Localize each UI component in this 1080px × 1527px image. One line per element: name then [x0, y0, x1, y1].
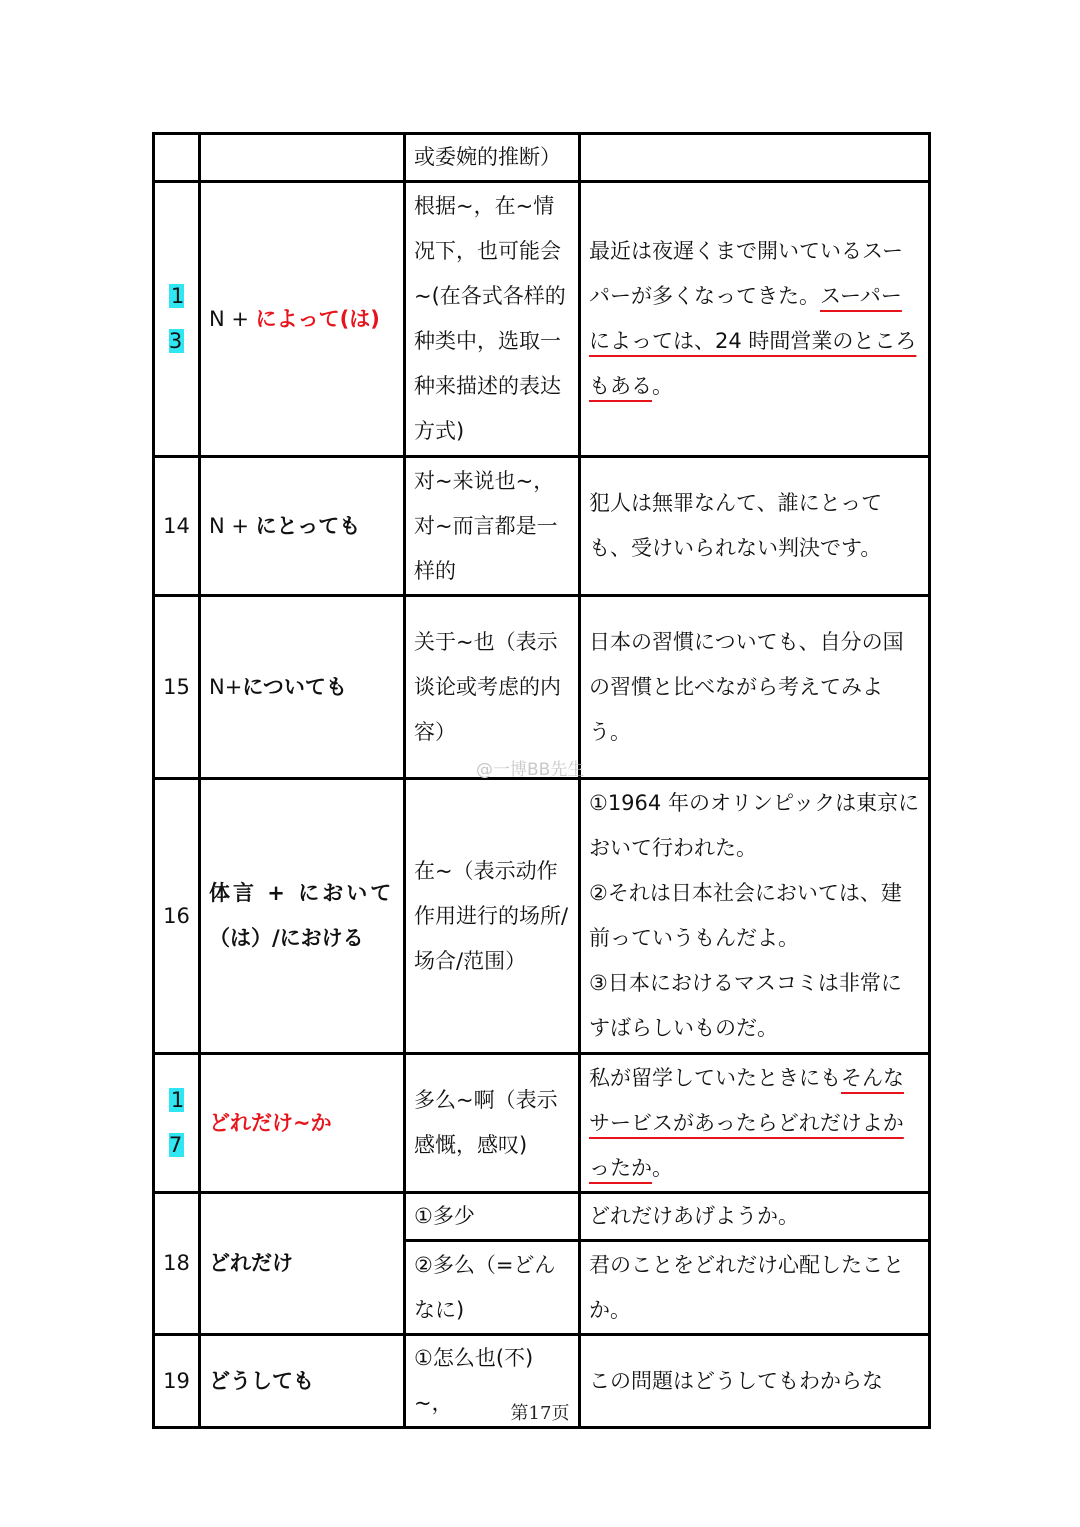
grammar-table	[152, 132, 931, 1429]
grammar-form: N + によって(は)	[200, 182, 405, 457]
example-line: ②それは日本社会においては、建前っていうもんだよ。	[589, 881, 902, 950]
meaning-cell: 根据~，在~情况下，也可能会~(在各式各样的种类中，选取一种来描述的表达方式)	[405, 182, 580, 457]
example-cell: この問題はどうしてもわからな	[580, 1335, 930, 1428]
highlighted-form: によって(は)	[255, 306, 380, 331]
example-cell: 私が留学していたときにもそんなサービスがあったらどれだけよかったか。	[580, 1054, 930, 1193]
row-number: 19	[154, 1335, 200, 1428]
row-number: 16	[154, 779, 200, 1054]
example-cell: 日本の習慣についても、自分の国の習慣と比べながら考えてみよう。	[580, 596, 930, 779]
meaning-cell: 在~（表示动作作用进行的场所/场合/范围）	[405, 779, 580, 1054]
example-cell	[580, 134, 930, 182]
meaning-cell: ①多少	[405, 1193, 580, 1241]
table-row	[154, 596, 930, 779]
example-line: ③日本におけるマスコミは非常にすばらしいものだ。	[589, 971, 902, 1040]
grammar-form: N+についても	[200, 596, 405, 779]
highlight-marker: 13	[168, 284, 185, 353]
example-cell: どれだけあげようか。	[580, 1193, 930, 1241]
table-row	[154, 1054, 930, 1193]
meaning-cell: 对~来说也~，对~而言都是一样的	[405, 457, 580, 596]
meaning-cell: ①怎么也(不)~，	[405, 1335, 580, 1428]
page-number: 第17页	[510, 1403, 570, 1424]
table-row	[154, 779, 930, 1054]
table-row	[154, 134, 930, 182]
watermark: @一博BB先生	[476, 760, 585, 780]
grammar-form: どれだけ~か	[200, 1054, 405, 1193]
row-number	[154, 182, 200, 457]
meaning-cell: ②多么（=どんなに)	[405, 1241, 580, 1335]
grammar-form: 体言 + において （は）/における	[200, 779, 405, 1054]
meaning-cell: 关于~也（表示谈论或考虑的内容）	[405, 596, 580, 779]
table-row	[154, 182, 930, 457]
grammar-form	[200, 134, 405, 182]
grammar-form: N + にとっても	[200, 457, 405, 596]
example-cell: 君のことをどれだけ心配したことか。	[580, 1241, 930, 1335]
example-line: ①1964 年のオリンピックは東京において行われた。	[589, 791, 920, 860]
grammar-form: どれだけ	[200, 1193, 405, 1335]
row-number: 14	[154, 457, 200, 596]
underlined-example: スーパーによっては、24 時間営業のところもある	[589, 284, 917, 398]
meaning-cell: 或委婉的推断）	[405, 134, 580, 182]
row-number	[154, 134, 200, 182]
row-number: 15	[154, 596, 200, 779]
meaning-cell: 多么~啊（表示感慨，感叹)	[405, 1054, 580, 1193]
example-cell: 最近は夜遅くまで開いているスーパーが多くなってきた。スーパーによっては、24 時間営業のところもある。	[580, 182, 930, 457]
example-cell: 犯人は無罪なんて、誰にとっても、受けいられない判決です。	[580, 457, 930, 596]
table-row	[154, 457, 930, 596]
table-row	[154, 1193, 930, 1241]
row-number: 18	[154, 1193, 200, 1335]
grammar-form: どうしても	[200, 1335, 405, 1428]
underlined-example: そんなサービスがあったらどれだけよかったか	[589, 1065, 904, 1180]
row-number	[154, 1054, 200, 1193]
highlight-marker: 17	[168, 1088, 185, 1157]
example-cell	[580, 779, 930, 1054]
